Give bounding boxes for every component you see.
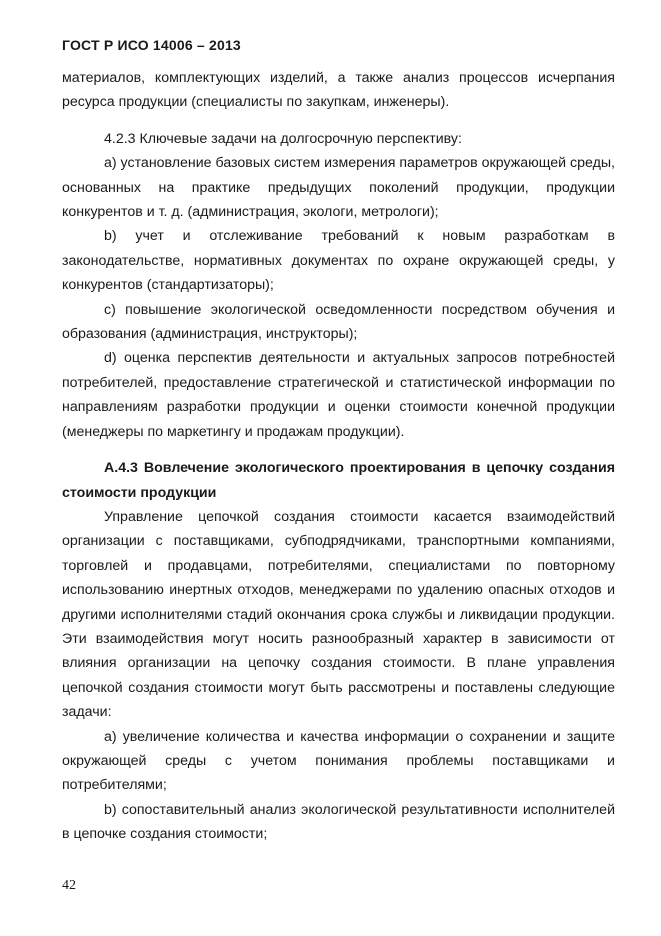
spacer [62,115,615,127]
section-heading-a-4-3: А.4.3 Вовлечение экологического проектирования в цепочку создания стоимости продукции [62,460,615,501]
list-item-a-2: a) увеличение количества и качества информации о сохранении и защите окружающей среды с учетом понимания проблемы поставщиками и потребителями; [62,728,615,794]
document-body [62,66,615,847]
list-item-b: b) учет и отслеживание требований к новым разработкам в законодательстве, нормативных документах по охране окружающей среды, у конкурентов (стандартизаторы); [62,228,615,294]
page-number: 42 [62,878,76,893]
section-heading-4-2-3: 4.2.3 Ключевые задачи на долгосрочную перспективу: [104,130,462,147]
paragraph-value-chain: Управление цепочкой создания стоимости касается взаимодействий организации с поставщиками, субподрядчиками, транспортными компаниями, торговлей и продавцами, потребителями, специалистами по повторному использованию инертных отходов, менеджерами по удалению опасных отходов и другими исполнителями стадий окончания срока службы и ликвидации продукции. Эти взаимодействия могут носить разнообразный характер в зависимости от влияния организации на цепочку создания стоимости. В плане управления цепочкой создания стоимости могут быть рассмотрены и поставлены следующие задачи: [62,508,615,721]
document-header: ГОСТ Р ИСО 14006 – 2013 [62,37,241,53]
list-item-c: c) повышение экологической осведомленности посредством обучения и образования (администрация, инструкторы); [62,301,615,343]
paragraph-continuation: материалов, комплектующих изделий, а также анализ процессов исчерпания ресурса продукции (специалисты по закупкам, инженеры). [62,70,615,111]
list-item-a: a) установление базовых систем измерения параметров окружающей среды, основанных на практике предыдущих поколений продукции, продукции конкурентов и т. д. (администрация, экологи, метрологи); [62,155,615,221]
list-item-b-2: b) сопоставительный анализ экологической результативности исполнителей в цепочке создания стоимости; [62,801,615,843]
spacer [62,444,615,456]
list-item-d: d) оценка перспектив деятельности и актуальных запросов потребностей потребителей, предоставление стратегической и статистической информации по направлениям разработки продукции и оценки стоимости конечной продукции (менеджеры по маркетингу и продажам продукции). [62,350,615,440]
